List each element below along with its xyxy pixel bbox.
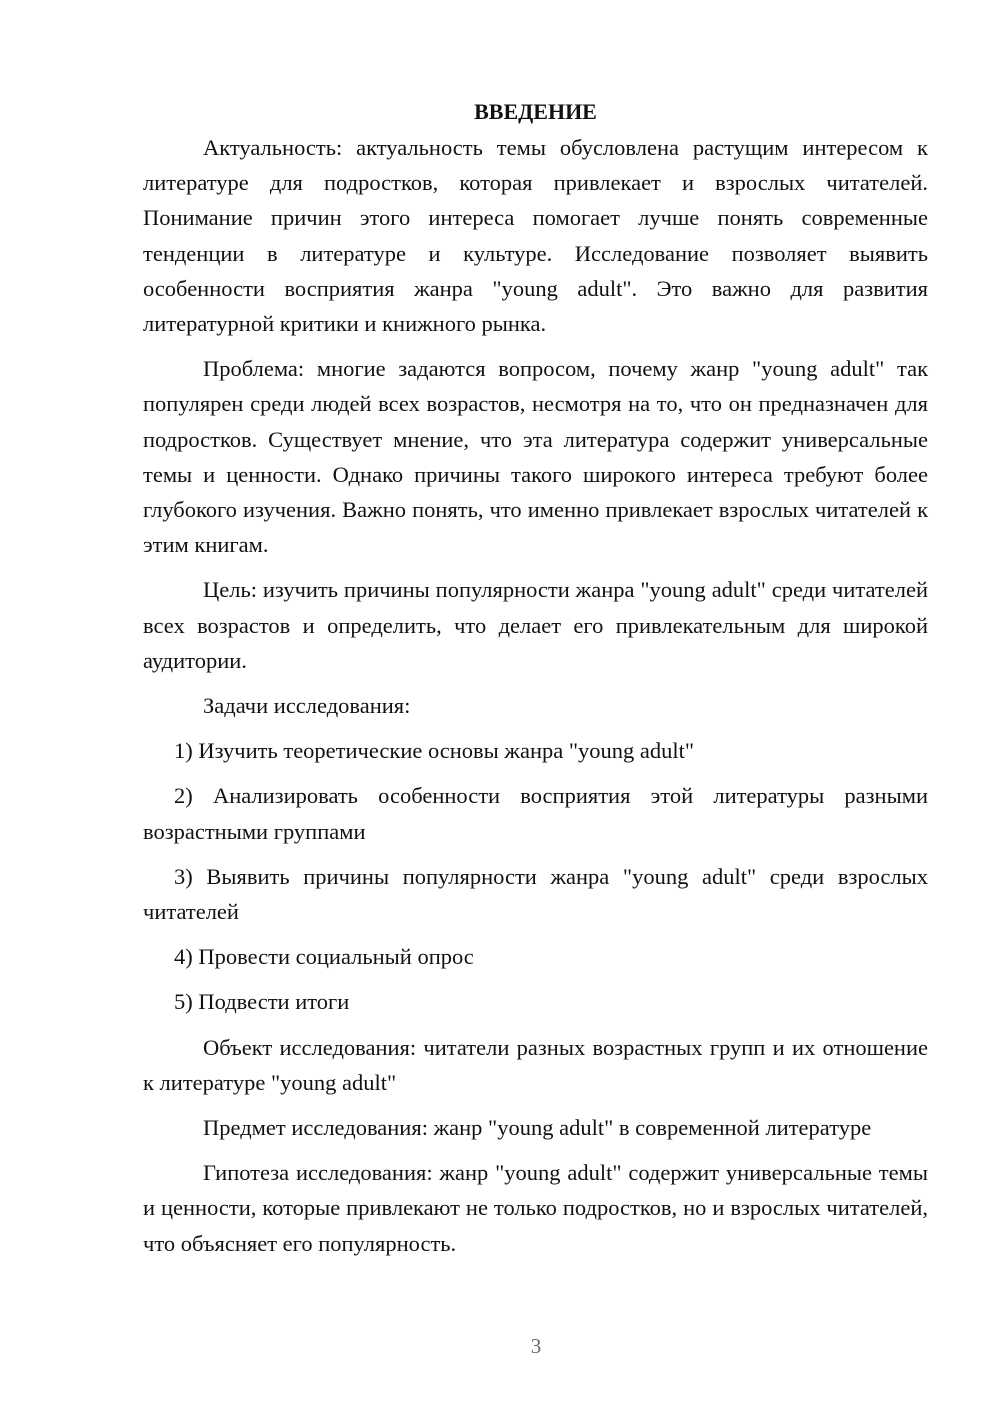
page-number: 3 — [530, 1334, 542, 1358]
subject-paragraph: Предмет исследования: жанр "young adult" в современной литературе — [203, 1115, 872, 1141]
problem-paragraph: Проблема: многие задаются вопросом, почему жанр "young adult" так популярен среди людей всех возрастов, несмотря на то, что он предназначен для подростков. Существует мнение, что эта литература содержит универсальные темы и ценности. Однако причины такого широкого интереса требуют более глубокого изучения. Важно понять, что именно привлекает взрослых читателей к этим книгам. — [143, 356, 928, 558]
task-item-3: 3) Выявить причины популярности жанра "young adult" среди взрослых читателей — [143, 863, 928, 925]
task-item-2: 2) Анализировать особенности восприятия этой литературы разными возрастными группами — [143, 783, 928, 844]
section-heading: ВВЕДЕНИЕ — [474, 99, 597, 124]
task-item-4: 4) Провести социальный опрос — [174, 944, 474, 970]
object-paragraph: Объект исследования: читатели разных возрастных групп и их отношение к литературе "young adult" — [143, 1034, 928, 1095]
goal-paragraph: Цель: изучить причины популярности жанра "young adult" среди читателей всех возрастов и определить, что делает его привлекательным для широкой аудитории. — [143, 577, 928, 673]
task-item-5: 5) Подвести итоги — [174, 989, 350, 1015]
task-item-1: 1) Изучить теоретические основы жанра "young adult" — [174, 738, 695, 764]
tasks-intro: Задачи исследования: — [203, 693, 411, 719]
hypothesis-paragraph: Гипотеза исследования: жанр "young adult" содержит универсальные темы и ценности, которые привлекают не только подростков, но и взрослых читателей, что объясняет его популярность. — [143, 1160, 928, 1256]
page-content — [143, 93, 928, 1271]
relevance-paragraph: Актуальность: актуальность темы обусловлена растущим интересом к литературе для подростков, которая привлекает и взрослых читателей. Понимание причин этого интереса помогает лучше понять современные тенденции в литературе и культуре. Исследование позволяет выявить особенности восприятия жанра "young adult". Это важно для развития литературной критики и книжного рынка. — [143, 135, 928, 337]
